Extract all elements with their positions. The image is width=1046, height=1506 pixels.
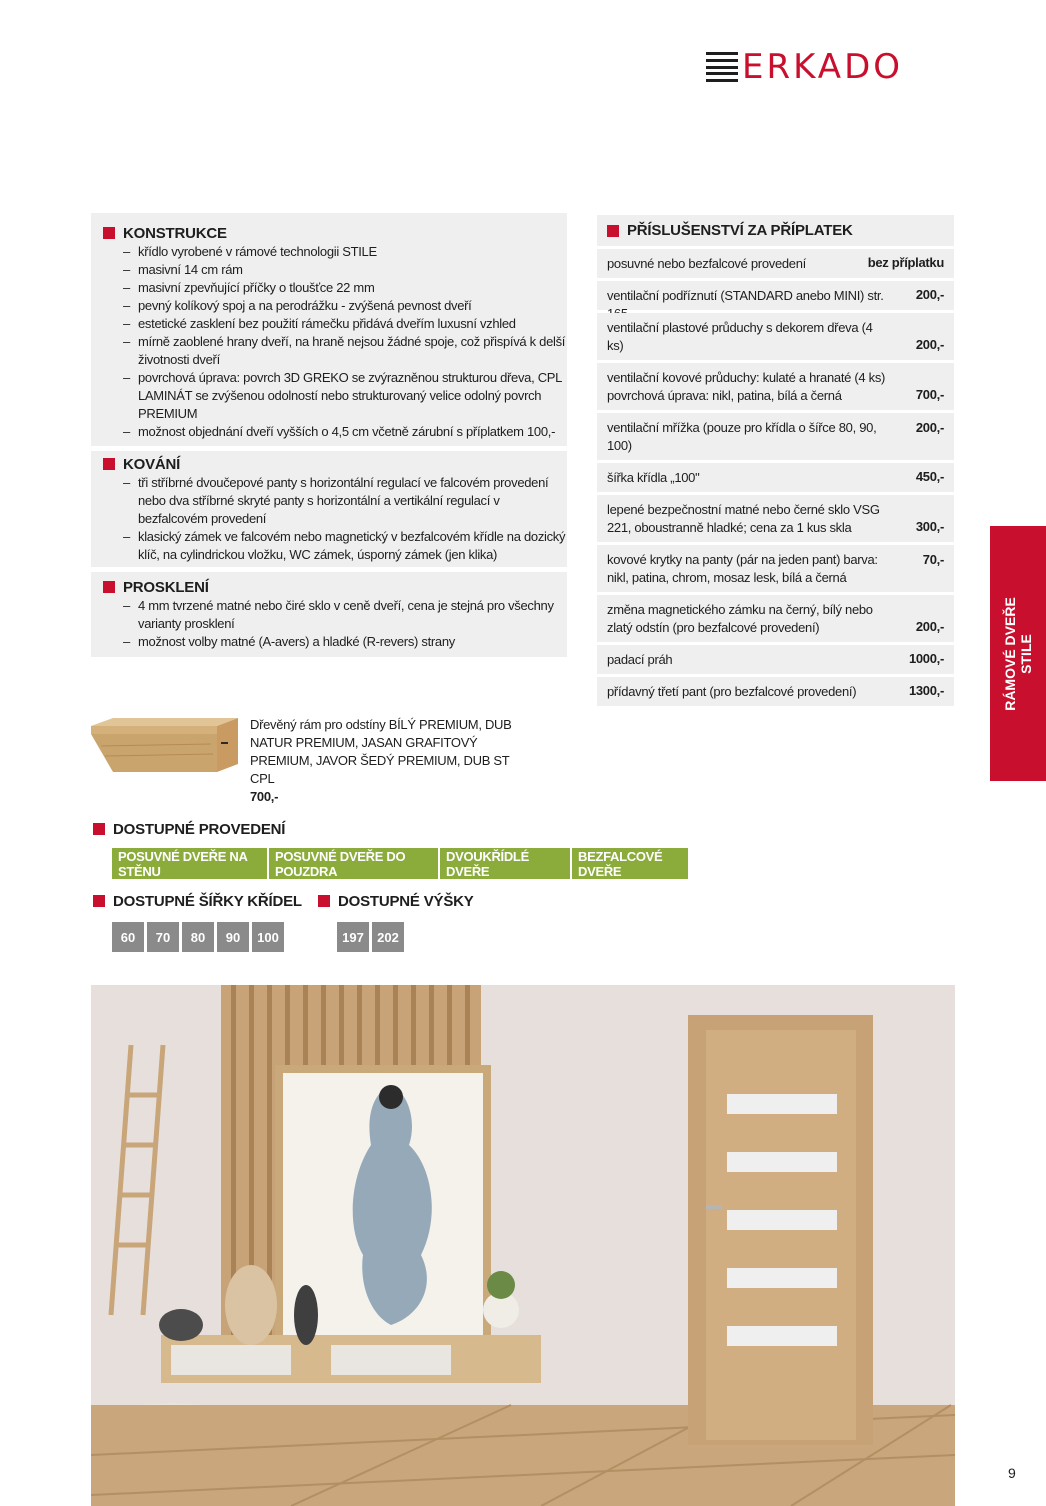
- accessory-price: bez příplatku: [867, 255, 944, 270]
- list-item: – povrchová úprava: povrch 3D GREKO se zvýrazněnou strukturou dřeva, CPL LAMINÁT se zvýšenou odolností nebo strukturovaný velice odolný povrch PREMIUM: [123, 369, 567, 423]
- bullet-square-icon: [318, 895, 330, 907]
- list-item: – pevný kolíkový spoj a na perodrážku - zvýšená pevnost dveří: [123, 297, 567, 315]
- list-item: – křídlo vyrobené v rámové technologii STILE: [123, 243, 567, 261]
- height-pill: 202: [372, 922, 404, 952]
- accessory-row: [597, 313, 954, 360]
- kovani-section: [91, 454, 567, 564]
- accessory-price: 700,-: [915, 387, 944, 402]
- kovani-list: [123, 474, 567, 564]
- option-pill: BEZFALCOVÉ DVEŘE: [572, 848, 688, 879]
- logo-bars-icon: [706, 52, 738, 82]
- accessory-price: 200,-: [915, 420, 944, 435]
- accessory-label: šířka křídla „100": [607, 470, 700, 485]
- bullet-square-icon: [103, 581, 115, 593]
- provedeni-heading: [93, 819, 285, 839]
- bullet-square-icon: [93, 823, 105, 835]
- side-category-tab: [990, 526, 1046, 781]
- accessory-price: 200,-: [915, 619, 944, 634]
- logo-text: ERKADO: [742, 47, 904, 87]
- bullet-square-icon: [103, 458, 115, 470]
- side-tab-label: [1002, 597, 1034, 711]
- accessory-price: 450,-: [915, 469, 944, 484]
- provedeni-title: DOSTUPNÉ PROVEDENÍ: [113, 820, 286, 838]
- prosklen-list: [123, 597, 567, 651]
- accessory-label: posuvné nebo bezfalcové provedení: [607, 256, 806, 271]
- prosklen-title: PROSKLENÍ: [123, 578, 209, 596]
- frame-price: 700,-: [250, 789, 279, 804]
- accessory-label: přídavný třetí pant (pro bezfalcové provedení): [607, 684, 857, 699]
- accessory-row: [597, 495, 954, 542]
- accessory-row: [597, 363, 954, 410]
- list-item: – možnost objednání dveří vyšších o 4,5 cm včetně zárubní s příplatkem 100,-: [123, 423, 567, 441]
- accessory-label: ventilační kovové průduchy: kulaté a hranaté (4 ks) povrchová úprava: nikl, patina, bílá a černá: [607, 370, 886, 403]
- accessory-label: padací práh: [607, 652, 673, 667]
- accessory-row: [597, 413, 954, 460]
- door-illustration: [688, 1015, 873, 1445]
- list-item: – masivní 14 cm rám: [123, 261, 567, 279]
- accessory-price: 1000,-: [908, 651, 944, 666]
- accessory-label: změna magnetického zámku na černý, bílý nebo zlatý odstín (pro bezfalcové provedení): [607, 602, 873, 635]
- prosklen-section: [91, 577, 567, 651]
- accessory-label: lepené bezpečnostní matné nebo černé sklo VSG 221, oboustranně hladké; cena za 1 kus skla: [607, 502, 880, 535]
- wooden-frame-image: [91, 716, 238, 774]
- bullet-square-icon: [93, 895, 105, 907]
- list-item: – masivní zpevňující příčky o tloušťce 22 mm: [123, 279, 567, 297]
- interior-photo-illustration: [91, 985, 955, 1506]
- konstrukce-section: [91, 223, 567, 441]
- bullet-square-icon: [607, 225, 619, 237]
- vysky-heading: [318, 891, 474, 911]
- accessory-row: [597, 595, 954, 642]
- provedeni-options: [112, 848, 690, 879]
- accessory-label: ventilační podříznutí (STANDARD anebo MINI) str.: [607, 288, 884, 303]
- width-pill: 90: [217, 922, 249, 952]
- accessory-price: 1300,-: [908, 683, 944, 698]
- list-item: – estetické zasklení bez použití rámečku přidává dveřím luxusní vzhled: [123, 315, 567, 333]
- konstrukce-title: KONSTRUKCE: [123, 224, 227, 242]
- accessory-price: 200,-: [915, 287, 944, 302]
- bullet-square-icon: [103, 227, 115, 239]
- option-pill: DVOUKŘÍDLÉ DVEŘE: [440, 848, 570, 879]
- width-pill: 70: [147, 922, 179, 952]
- frame-text: Dřevěný rám pro odstíny BÍLÝ PREMIUM, DUB NATUR PREMIUM, JASAN GRAFITOVÝ PREMIUM, JAVOR ŠEDÝ PREMIUM, DUB ST CPL: [250, 717, 512, 786]
- side-tab-line2: STILE: [1018, 633, 1034, 674]
- height-pill: 197: [337, 922, 369, 952]
- accessories-table: [597, 215, 954, 709]
- sirky-heading: [93, 891, 302, 911]
- sirky-title: DOSTUPNÉ ŠÍŘKY KŘÍDEL: [113, 892, 302, 910]
- accessories-title: PŘÍSLUŠENSTVÍ ZA PŘÍPLATEK: [627, 222, 853, 239]
- accessory-price: 70,-: [922, 552, 944, 567]
- width-pill: 80: [182, 922, 214, 952]
- width-pill: 100: [252, 922, 284, 952]
- accessory-price: 300,-: [915, 519, 944, 534]
- accessory-row: [597, 281, 954, 310]
- list-item: – tři stříbrné dvoučepové panty s horizontální regulací ve falcovém provedení nebo dva stříbrné skryté panty s horizontální a vertikální regulací v bezfalcovém provedení: [123, 474, 567, 528]
- vysky-title: DOSTUPNÉ VÝŠKY: [338, 892, 474, 910]
- list-item: – mírně zaoblené hrany dveří, na hraně nejsou žádné spoje, což přispívá k delší životnosti dveří: [123, 333, 567, 369]
- accessory-label: ventilační plastové průduchy s dekorem dřeva (4 ks): [607, 320, 873, 353]
- accessory-label: kovové krytky na panty (pár na jeden pant) barva: nikl, patina, chrom, mosaz lesk, bílá a černá: [607, 552, 878, 585]
- spec-box: [91, 213, 567, 657]
- accessory-row: [597, 463, 954, 492]
- konstrukce-list: [123, 243, 567, 441]
- accessories-header: [597, 215, 954, 246]
- list-item: – klasický zámek ve falcovém nebo magnetický v bezfalcovém křídle na dozický klíč, na cylindrickou vložku, WC zámek, úsporný zámek (jen klika): [123, 528, 567, 564]
- list-item: – možnost volby matné (A-avers) a hladké (R-revers) strany: [123, 633, 567, 651]
- accessory-row: [597, 545, 954, 592]
- accessory-row: [597, 677, 954, 706]
- page-number: 9: [1008, 1465, 1016, 1481]
- option-pill: POSUVNÉ DVEŘE DO POUZDRA: [269, 848, 438, 879]
- accessory-label: ventilační mřížka (pouze pro křídla o šířce 80, 90, 100): [607, 420, 877, 453]
- width-pill: 60: [112, 922, 144, 952]
- accessory-price: 200,-: [915, 337, 944, 352]
- sirky-values: [112, 922, 287, 952]
- vysky-values: [337, 922, 407, 952]
- interior-photo: [91, 985, 955, 1506]
- side-tab-line1: RÁMOVÉ DVEŘE: [1002, 596, 1018, 711]
- frame-description: [250, 716, 530, 806]
- accessory-row: [597, 645, 954, 674]
- erkado-logo: [706, 47, 956, 87]
- option-pill: POSUVNÉ DVEŘE NA STĚNU: [112, 848, 267, 879]
- accessory-row: [597, 249, 954, 278]
- list-item: – 4 mm tvrzené matné nebo čiré sklo v ceně dveří, cena je stejná pro všechny varianty prosklení: [123, 597, 567, 633]
- kovani-title: KOVÁNÍ: [123, 455, 181, 473]
